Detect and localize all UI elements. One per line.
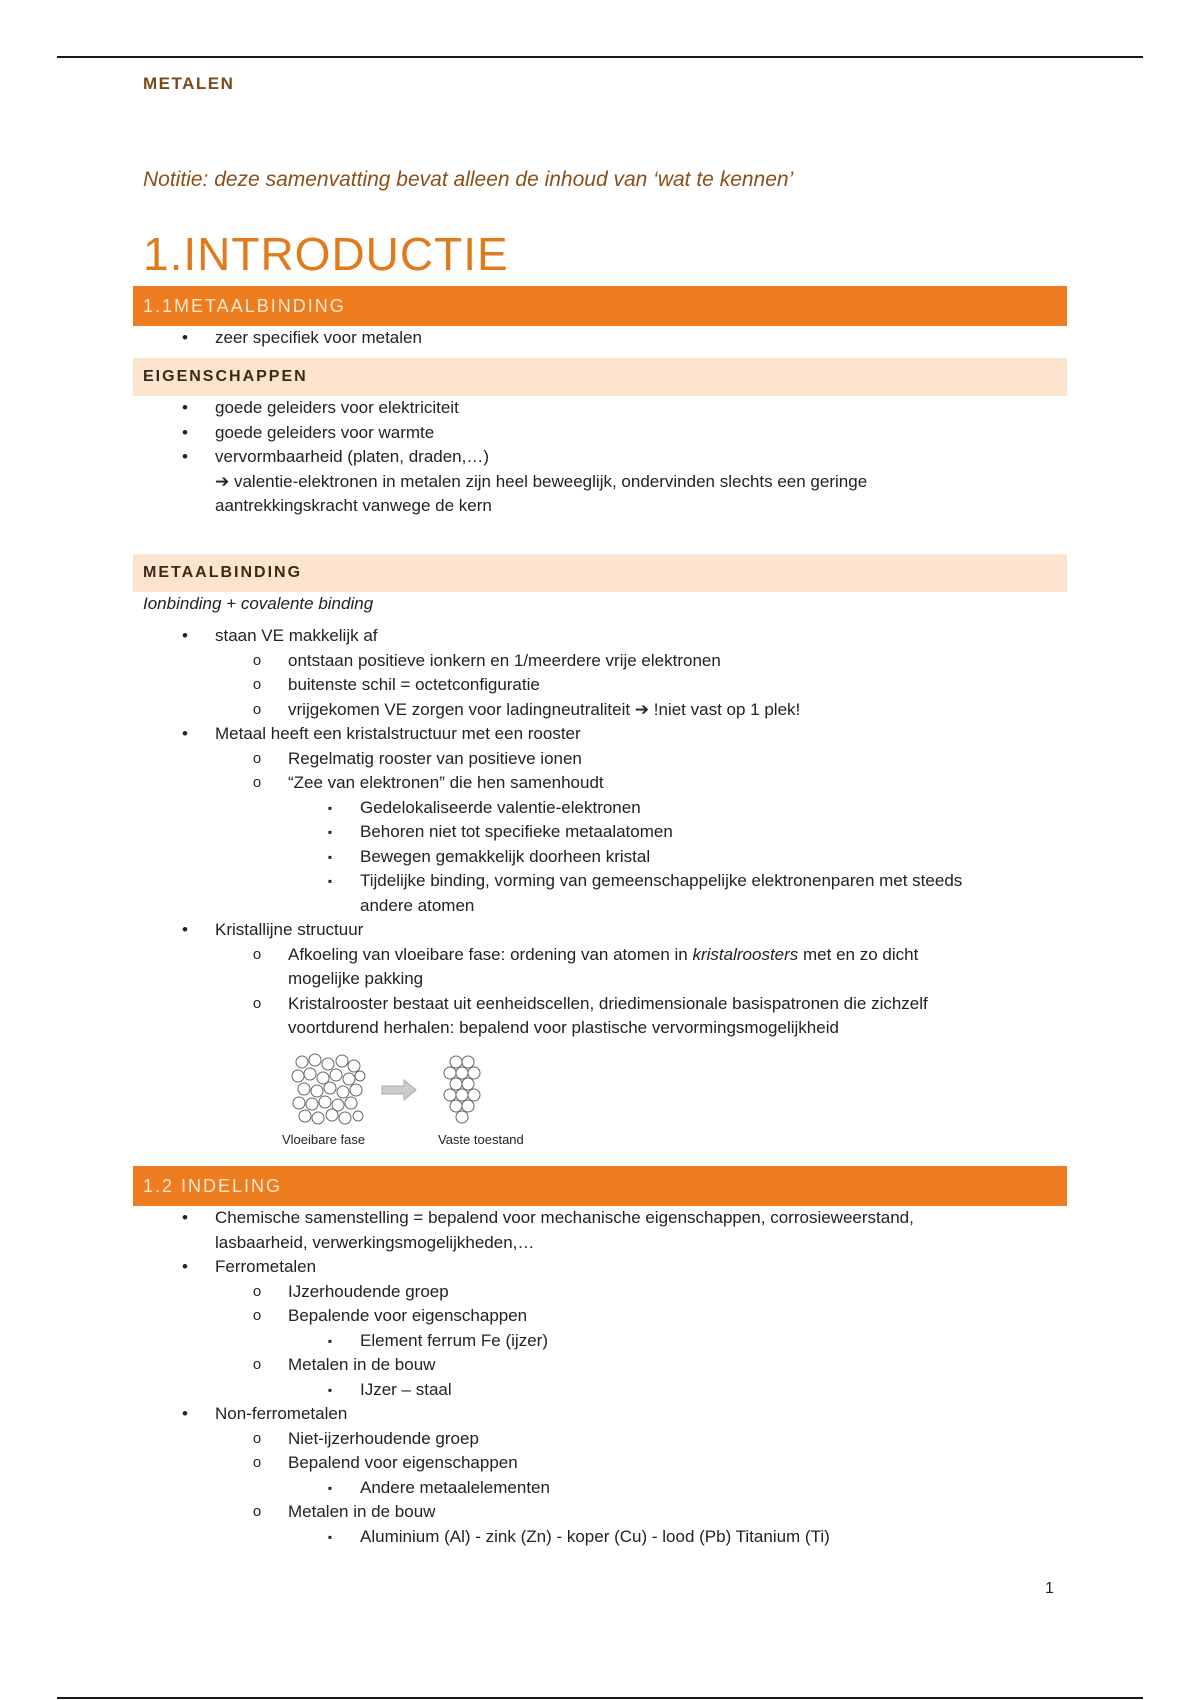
- circle-bullet-icon: o: [252, 676, 262, 693]
- list-item: o ontstaan positieve ionkern en 1/meerdere vrije elektronen: [0, 649, 1200, 674]
- liquid-atoms: [292, 1054, 365, 1124]
- list-item: o Regelmatig rooster van positieve ionen: [0, 747, 1200, 772]
- section-heading-1-2: 1.2 INDELING: [133, 1166, 1067, 1206]
- circle-bullet-icon: o: [252, 749, 262, 767]
- bullet-icon: •: [182, 1208, 188, 1227]
- note-line: Notitie: deze samenvatting bevat alleen de inhoud van ‘wat te kennen’: [143, 168, 794, 191]
- page-number: 1: [1045, 1580, 1054, 1597]
- caption-liquid: Vloeibare fase: [282, 1132, 366, 1147]
- list-item: • goede geleiders voor warmte: [0, 421, 1200, 446]
- list-item: • zeer specifiek voor metalen: [0, 326, 1200, 351]
- list-item: • Metaal heeft een kristalstructuur met een rooster: [0, 722, 1200, 747]
- list-item: o Bepalende voor eigenschappen: [0, 1304, 1200, 1329]
- solid-atoms: [444, 1056, 480, 1123]
- list-item: ▪ Element ferrum Fe (ijzer): [0, 1329, 1200, 1354]
- list-item: ▪ Bewegen gemakkelijk doorheen kristal: [0, 845, 1200, 870]
- list-item: o Afkoeling van vloeibare fase: ordening van atomen in kristalroosters met en zo dicht: [0, 943, 1200, 968]
- list-item: o Metalen in de bouw: [0, 1353, 1200, 1378]
- square-bullet-icon: ▪: [327, 800, 333, 815]
- section-heading-1-1: 1.1METAALBINDING: [133, 286, 1067, 326]
- list-item: o vrijgekomen VE zorgen voor ladingneutraliteit ➔ !niet vast op 1 plek!: [0, 698, 1200, 723]
- eigenschappen-list: [0, 396, 1200, 519]
- list-item: o Metalen in de bouw: [0, 1500, 1200, 1525]
- list-item: o Niet-ijzerhoudende groep: [0, 1427, 1200, 1452]
- bullet-icon: •: [182, 920, 188, 939]
- running-head: METALEN: [143, 74, 235, 93]
- list-item: ▪ Andere metaalelementen: [0, 1476, 1200, 1501]
- bullet-icon: •: [182, 1404, 188, 1423]
- eigenschappen-heading: EIGENSCHAPPEN: [133, 358, 1067, 396]
- bullet-icon: •: [182, 328, 188, 347]
- metaalbinding-heading: METAALBINDING: [133, 554, 1067, 592]
- bottom-rule: [57, 1697, 1143, 1699]
- square-bullet-icon: ▪: [327, 1529, 333, 1544]
- arrow-note-line: ➔ valentie-elektronen in metalen zijn heel beweeglijk, ondervinden slechts een geringe: [215, 471, 868, 491]
- top-rule: [57, 56, 1143, 58]
- circle-bullet-icon: o: [252, 1307, 262, 1324]
- list-item: • Non-ferrometalen: [0, 1402, 1200, 1427]
- bullet-icon: •: [182, 422, 188, 442]
- bullet-icon: •: [182, 398, 188, 417]
- list-item: • Chemische samenstelling = bepalend voor mechanische eigenschappen, corrosieweerstand,: [0, 1206, 1200, 1231]
- square-bullet-icon: ▪: [327, 1333, 333, 1348]
- bullet-icon: •: [182, 724, 188, 743]
- metaalbinding-list: [0, 624, 1200, 1041]
- square-bullet-icon: ▪: [327, 825, 333, 839]
- indeling-list: [0, 1206, 1200, 1549]
- list-item: • Ferrometalen: [0, 1255, 1200, 1280]
- square-bullet-icon: ▪: [327, 849, 333, 864]
- circle-bullet-icon: o: [252, 1429, 262, 1447]
- phase-figure: [282, 1052, 550, 1152]
- circle-bullet-icon: o: [252, 1282, 262, 1300]
- circle-bullet-icon: o: [252, 700, 262, 718]
- list-item: • staan VE makkelijk af: [0, 624, 1200, 649]
- bullet-icon: •: [182, 1257, 188, 1276]
- caption-solid: Vaste toestand: [438, 1132, 524, 1147]
- list-item-continuation: andere atomen: [360, 895, 475, 915]
- list-item: o buitenste schil = octetconfiguratie: [0, 673, 1200, 698]
- circle-bullet-icon: o: [252, 1356, 262, 1373]
- list-item: ▪ IJzer – staal: [0, 1378, 1200, 1403]
- circle-bullet-icon: o: [252, 994, 262, 1012]
- list-item: ▪ Tijdelijke binding, vorming van gemeenschappelijke elektronenparen met steeds: [0, 869, 1200, 894]
- circle-bullet-icon: o: [252, 651, 262, 669]
- square-bullet-icon: ▪: [327, 874, 333, 888]
- chapter-title: 1.INTRODUCTIE: [143, 228, 509, 280]
- arrow-right-icon: [382, 1080, 416, 1100]
- bullet-icon: •: [182, 626, 188, 645]
- bullet-icon: •: [182, 447, 188, 466]
- list-item-continuation: voortdurend herhalen: bepalend voor plastische vervormingsmogelijkheid: [288, 1018, 839, 1037]
- list-item: ▪ Gedelokaliseerde valentie-elektronen: [0, 796, 1200, 821]
- square-bullet-icon: ▪: [327, 1480, 333, 1495]
- section-1-1-list: [0, 326, 1200, 351]
- list-item-continuation: mogelijke pakking: [288, 969, 424, 988]
- square-bullet-icon: ▪: [327, 1382, 333, 1397]
- list-item: ▪ Aluminium (Al) - zink (Zn) - koper (Cu) - lood (Pb) Titanium (Ti): [0, 1525, 1200, 1550]
- circle-bullet-icon: o: [252, 945, 262, 963]
- list-item: o “Zee van elektronen” die hen samenhoudt: [0, 771, 1200, 796]
- list-item: ▪ Behoren niet tot specifieke metaalatomen: [0, 820, 1200, 845]
- circle-bullet-icon: o: [252, 1454, 262, 1471]
- arrow-note-line: aantrekkingskracht vanwege de kern: [215, 496, 492, 515]
- list-item: • goede geleiders voor elektriciteit: [0, 396, 1200, 421]
- list-item: o IJzerhoudende groep: [0, 1280, 1200, 1305]
- list-item: • vervormbaarheid (platen, draden,…): [0, 445, 1200, 470]
- list-item: o Kristalrooster bestaat uit eenheidscellen, driedimensionale basispatronen die zichzelf: [0, 992, 1200, 1017]
- circle-bullet-icon: o: [252, 774, 262, 791]
- list-item: o Bepalend voor eigenschappen: [0, 1451, 1200, 1476]
- list-item-continuation: lasbaarheid, verwerkingsmogelijkheden,…: [215, 1232, 535, 1252]
- metaalbinding-subtitle: Ionbinding + covalente binding: [143, 594, 374, 613]
- circle-bullet-icon: o: [252, 1503, 262, 1520]
- list-item: • Kristallijne structuur: [0, 918, 1200, 943]
